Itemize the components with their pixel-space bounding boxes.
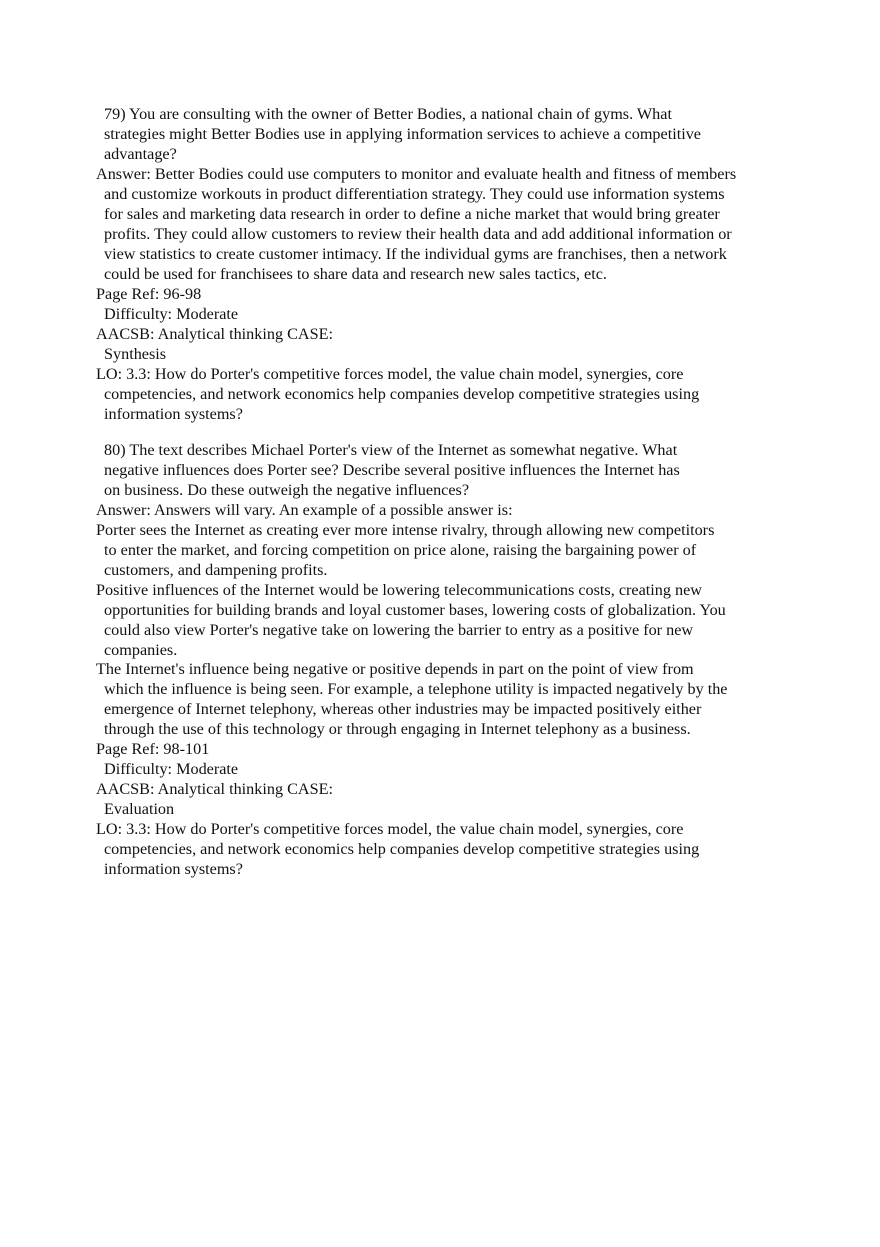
answer-text-line: Answer: Better Bodies could use computers to monitor and evaluate health and fitness of members	[96, 165, 737, 183]
answer-text-line: view statistics to create customer intimacy. If the individual gyms are franchises, then a network	[104, 245, 727, 263]
difficulty: Difficulty: Moderate	[104, 305, 239, 323]
answer-text-line: Porter sees the Internet as creating ever more intense rivalry, through allowing new competitors	[96, 521, 715, 539]
answer-text-line: Answer: Answers will vary. An example of a possible answer is:	[96, 501, 513, 519]
answer-text-line: companies.	[104, 641, 178, 659]
answer-text-line: emergence of Internet telephony, whereas other industries may be impacted positively either	[104, 700, 702, 718]
case-level: Synthesis	[104, 345, 167, 363]
answer-text-line: for sales and marketing data research in order to define a niche market that would bring greater	[104, 205, 720, 223]
answer-text-line: which the influence is being seen. For example, a telephone utility is impacted negatively by the	[104, 680, 728, 698]
question-text-line: 80) The text describes Michael Porter's view of the Internet as somewhat negative. What	[104, 441, 678, 459]
answer-text-line: to enter the market, and forcing competition on price alone, raising the bargaining power of	[104, 541, 697, 559]
answer-text-line: could be used for franchisees to share data and research new sales tactics, etc.	[104, 265, 607, 283]
answer-text-line: could also view Porter's negative take on lowering the barrier to entry as a positive for new	[104, 621, 694, 639]
question-text-line: on business. Do these outweigh the negative influences?	[104, 481, 470, 499]
answer-text-line: through the use of this technology or through engaging in Internet telephony as a business.	[104, 720, 691, 738]
learning-objective-line: information systems?	[104, 405, 243, 423]
learning-objective-line: information systems?	[104, 860, 243, 878]
answer-text-line: and customize workouts in product differentiation strategy. They could use information systems	[104, 185, 725, 203]
question-text-line: 79) You are consulting with the owner of Better Bodies, a national chain of gyms. What	[104, 105, 672, 123]
aacsb-tag: AACSB: Analytical thinking CASE:	[96, 780, 333, 798]
difficulty: Difficulty: Moderate	[104, 760, 239, 778]
aacsb-tag: AACSB: Analytical thinking CASE:	[96, 325, 333, 343]
answer-text-line: customers, and dampening profits.	[104, 561, 328, 579]
page-ref: Page Ref: 96-98	[96, 285, 202, 303]
learning-objective-line: LO: 3.3: How do Porter's competitive forces model, the value chain model, synergies, core	[96, 820, 684, 838]
answer-text-line: The Internet's influence being negative or positive depends in part on the point of view from	[96, 660, 694, 678]
learning-objective-line: competencies, and network economics help companies develop competitive strategies using	[104, 385, 700, 403]
question-text-line: advantage?	[104, 145, 177, 163]
case-level: Evaluation	[104, 800, 175, 818]
learning-objective-line: competencies, and network economics help companies develop competitive strategies using	[104, 840, 700, 858]
answer-text-line: Positive influences of the Internet would be lowering telecommunications costs, creating new	[96, 581, 702, 599]
question-text-line: negative influences does Porter see? Describe several positive influences the Internet has	[104, 461, 680, 479]
question-text-line: strategies might Better Bodies use in applying information services to achieve a competitive	[104, 125, 701, 143]
answer-text-line: profits. They could allow customers to review their health data and add additional information or	[104, 225, 732, 243]
answer-text-line: opportunities for building brands and loyal customer bases, lowering costs of globalization. You	[104, 601, 726, 619]
page-ref: Page Ref: 98-101	[96, 740, 210, 758]
learning-objective-line: LO: 3.3: How do Porter's competitive forces model, the value chain model, synergies, core	[96, 365, 684, 383]
